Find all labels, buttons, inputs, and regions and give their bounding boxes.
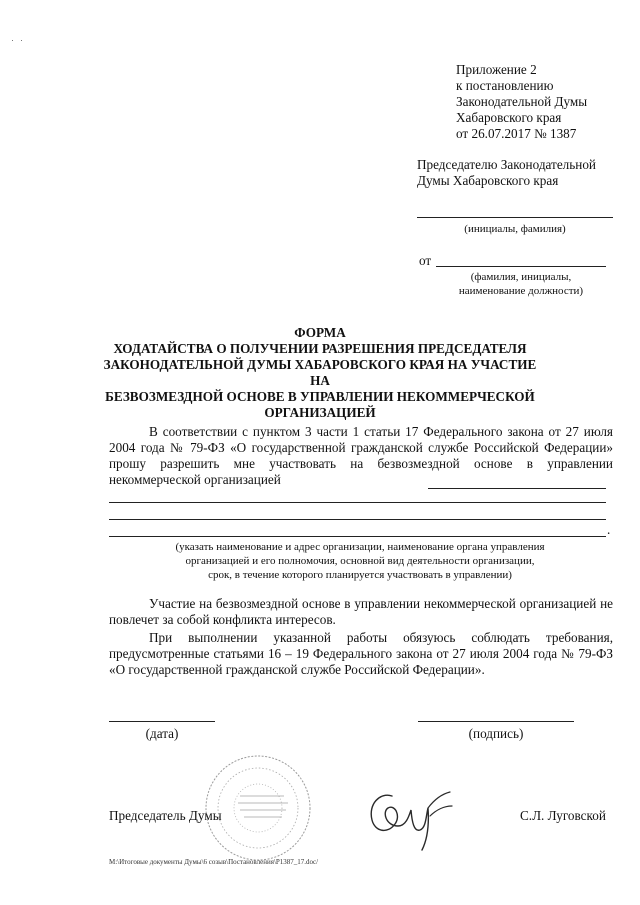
- appendix-line: от 26.07.2017 № 1387: [456, 126, 577, 141]
- handwritten-signature-icon: [362, 780, 454, 854]
- chair-label: Председатель Думы: [109, 808, 222, 823]
- organization-field-line: [109, 536, 606, 537]
- organization-caption: [140, 540, 580, 582]
- title-line: ФОРМА: [294, 325, 346, 340]
- appendix-line: к постановлению: [456, 78, 554, 93]
- signature-caption: (подпись): [468, 726, 524, 741]
- from-label: от: [419, 253, 432, 268]
- title-line: ЗАКОНОДАТЕЛЬНОЙ ДУМЫ ХАБАРОВСКОГО КРАЯ НА УЧАСТИЕ НА: [103, 357, 537, 388]
- addressee-line: Думы Хабаровского края: [417, 173, 559, 188]
- paragraph-text: В соответствии с пунктом 3 части 1 статьи 17 Федерального закона от 27 июля 2004 года № 79-ФЗ «О государственной гражданской службе Российской Федерации» прошу разрешить мне участвовать на безвозмездной основе в управлении некоммерческой организацией: [109, 424, 613, 487]
- form-title: [100, 325, 540, 421]
- title-line: ОРГАНИЗАЦИЕЙ: [264, 405, 376, 420]
- organization-field-line: [109, 519, 606, 520]
- scan-speck: [21, 40, 22, 41]
- organization-field-line: [428, 488, 606, 489]
- organization-caption-line: организацией и его полномочия, основной вид деятельности организации,: [185, 555, 535, 567]
- body-paragraph-3: [109, 630, 613, 678]
- seal-center-ring: [234, 784, 282, 832]
- signature-stroke: [371, 795, 428, 850]
- addressee-line: Председателю Законодательной: [417, 157, 596, 172]
- initials-caption: (инициалы, фамилия): [464, 223, 566, 235]
- addressee-block: [417, 157, 637, 189]
- from-caption-line: (фамилия, инициалы,: [470, 271, 572, 283]
- file-path: M:\Итоговые документы Думы\6 созыв\Постановления\P1387_17.doc/: [109, 858, 319, 866]
- from-caption-line: наименование должности): [458, 285, 584, 297]
- field-period: .: [607, 522, 611, 537]
- appendix-block: [456, 62, 631, 142]
- chair-name: С.Л. Луговской: [520, 808, 606, 823]
- organization-field-line: [109, 502, 606, 503]
- date-field-line: [109, 721, 215, 722]
- scan-speck: [12, 40, 13, 41]
- signature-flourish: [428, 792, 452, 816]
- title-line: ХОДАТАЙСТВА О ПОЛУЧЕНИИ РАЗРЕШЕНИЯ ПРЕДСЕДАТЕЛЯ: [113, 341, 527, 356]
- from-field-line: [436, 266, 606, 267]
- seal-inner-ring: [218, 768, 298, 848]
- paragraph-text: При выполнении указанной работы обязуюсь соблюдать требования, предусмотренные статьями 16 – 19 Федерального закона от 27 июля 2004 года № 79-ФЗ «О государственной гражданской службе Российской Федерации».: [109, 630, 613, 677]
- from-caption: [436, 270, 606, 298]
- appendix-line: Законодательной Думы: [456, 94, 588, 109]
- appendix-line: Хабаровского края: [456, 110, 562, 125]
- organization-caption-line: (указать наименование и адрес организации, наименование органа управления: [175, 541, 545, 553]
- date-caption: (дата): [145, 726, 179, 741]
- body-paragraph-2: [109, 596, 613, 628]
- organization-caption-line: срок, в течение которого планируется участвовать в управлении): [208, 569, 512, 581]
- appendix-line: Приложение 2: [456, 62, 537, 77]
- seal-text-lines: [238, 796, 288, 817]
- paragraph-text: Участие на безвозмездной основе в управлении некоммерческой организацией не повлечет за собой конфликта интересов.: [109, 596, 613, 627]
- body-paragraph-1: [109, 424, 613, 488]
- initials-field-line: [417, 217, 613, 218]
- title-line: БЕЗВОЗМЕЗДНОЙ ОСНОВЕ В УПРАВЛЕНИИ НЕКОММЕРЧЕСКОЙ: [105, 389, 535, 404]
- signature-field-line: [418, 721, 574, 722]
